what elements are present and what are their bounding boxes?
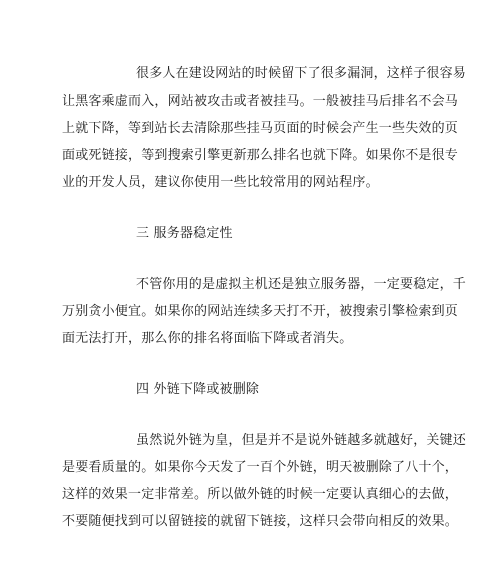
paragraph-3-line-2: 是要看质量的。如果你今天发了一百个外链，明天被删除了八十个，	[62, 460, 459, 475]
paragraph-1-line-3: 上就下降，等到站长去清除那些挂马页面的时候会产生一些失效的页	[62, 121, 459, 136]
paragraph-1-line-2: 让黑客乘虚而入，网站被攻击或者被挂马。一般被挂马后排名不会马	[62, 94, 459, 109]
paragraph-2-line-3: 面无法打开，那么你的排名将面临下降或者消失。	[62, 331, 353, 346]
paragraph-2-line-1: 不管你用的是虚拟主机还是独立服务器，一定要稳定，千	[136, 277, 467, 292]
paragraph-1-line-4: 面或死链接，等到搜索引擎更新那么排名也就下降。如果你不是很专	[62, 148, 459, 163]
paragraph-1-line-1: 很多人在建设网站的时候留下了很多漏洞，这样子很容易	[136, 66, 467, 81]
paragraph-2-line-2: 万别贪小便宜。如果你的网站连续多天打不开，被搜索引擎检索到页	[62, 304, 459, 319]
section-heading-external-links: 四 外链下降或被删除	[136, 382, 260, 397]
paragraph-3-line-1: 虽然说外链为皇，但是并不是说外链越多就越好，关键还	[136, 433, 467, 448]
paragraph-1-line-5: 业的开发人员，建议你使用一些比较常用的网站程序。	[62, 175, 379, 190]
paragraph-3-line-3: 这样的效果一定非常差。所以做外链的时候一定要认真细心的去做，	[62, 487, 459, 502]
paragraph-3-line-4: 不要随便找到可以留链接的就留下链接，这样只会带向相反的效果。	[62, 514, 459, 529]
section-heading-server-stability: 三 服务器稳定性	[136, 226, 233, 241]
